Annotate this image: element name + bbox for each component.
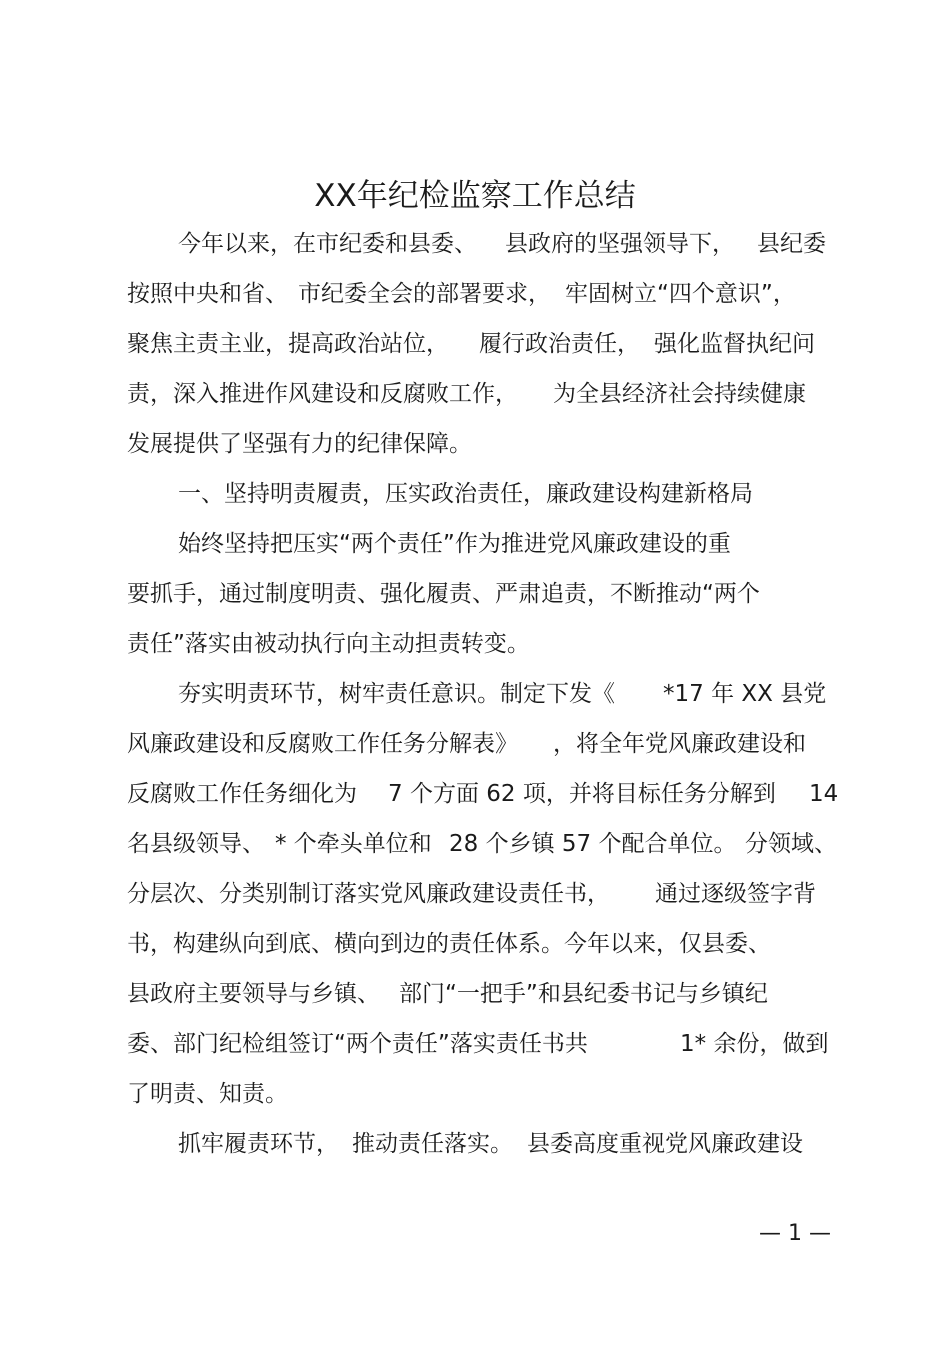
text-segment: 抓牢履责环节， bbox=[178, 1131, 339, 1157]
text-segment: 要抓手，通过制度明责、强化履责、严肃追责，不断推动“两个 bbox=[127, 581, 760, 607]
text-segment: 为全县经济社会持续健康 bbox=[553, 381, 806, 407]
body-line bbox=[0, 1074, 950, 1114]
text-segment: 责任”落实由被动执行向主动担责转变。 bbox=[127, 631, 530, 657]
page-number: — 1 — bbox=[759, 1221, 831, 1246]
text-segment: *17 年 XX 县党 bbox=[663, 681, 827, 707]
text-segment: 部门“一把手”和县纪委书记与乡镇纪 bbox=[399, 981, 768, 1007]
body-line bbox=[0, 924, 950, 964]
document-title: XX年纪检监察工作总结 bbox=[314, 178, 636, 214]
text-segment: 风廉政建设和反腐败工作任务分解表》 bbox=[127, 731, 518, 757]
text-segment: 7 个方面 62 项，并将目标任务分解到 bbox=[388, 781, 776, 807]
text-segment: 通过逐级签字背 bbox=[655, 881, 816, 907]
text-segment: 始终坚持把压实“两个责任”作为推进党风廉政建设的重 bbox=[178, 531, 731, 557]
text-segment: * 个牵头单位和 bbox=[275, 831, 432, 857]
text-segment: 分层次、分类别制订落实党风廉政建设责任书， bbox=[127, 881, 610, 907]
body-line bbox=[0, 374, 950, 414]
body-line bbox=[0, 324, 950, 364]
text-segment: 委、部门纪检组签订“两个责任”落实责任书共 bbox=[127, 1031, 588, 1057]
text-segment: 了明责、知责。 bbox=[127, 1081, 288, 1107]
text-segment: 县政府的坚强领导下， bbox=[505, 231, 735, 257]
body-line bbox=[0, 474, 950, 514]
body-line bbox=[0, 774, 950, 814]
text-segment: 反腐败工作任务细化为 bbox=[127, 781, 357, 807]
text-segment: 县纪委 bbox=[757, 231, 826, 257]
body-line bbox=[0, 224, 950, 264]
text-segment: 名县级领导、 bbox=[127, 831, 265, 857]
body-line bbox=[0, 874, 950, 914]
text-segment: 牢固树立“四个意识”， bbox=[565, 281, 796, 307]
body-line bbox=[0, 574, 950, 614]
body-line bbox=[0, 974, 950, 1014]
text-segment: 强化监督执纪问 bbox=[654, 331, 815, 357]
text-segment: 今年以来，在市纪委和县委、 bbox=[178, 231, 477, 257]
body-line bbox=[0, 624, 950, 664]
text-segment: 县委高度重视党风廉政建设 bbox=[527, 1131, 803, 1157]
body-line bbox=[0, 824, 950, 864]
text-segment: 履行政治责任， bbox=[479, 331, 640, 357]
text-segment: 县政府主要领导与乡镇、 bbox=[127, 981, 380, 1007]
body-line bbox=[0, 1024, 950, 1064]
text-segment: 书，构建纵向到底、横向到边的责任体系。今年以来，仅县委、 bbox=[127, 931, 771, 957]
body-line bbox=[0, 674, 950, 714]
text-segment: 28 个乡镇 57 个配合单位。 bbox=[449, 831, 737, 857]
text-segment: 责，深入推进作风建设和反腐败工作， bbox=[127, 381, 518, 407]
text-segment: 14 bbox=[809, 781, 839, 807]
body-line bbox=[0, 274, 950, 314]
text-segment: 市纪委全会的部署要求， bbox=[298, 281, 551, 307]
text-segment: ，将全年党风廉政建设和 bbox=[553, 731, 806, 757]
text-segment: 发展提供了坚强有力的纪律保障。 bbox=[127, 431, 472, 457]
body-line bbox=[0, 424, 950, 464]
text-segment: 分领域、 bbox=[745, 831, 837, 857]
body-line bbox=[0, 524, 950, 564]
text-segment: 推动责任落实。 bbox=[352, 1131, 513, 1157]
text-segment: 聚焦主责主业，提高政治站位， bbox=[127, 331, 449, 357]
text-segment: 按照中央和省、 bbox=[127, 281, 288, 307]
text-segment: 夯实明责环节，树牢责任意识。制定下发《 bbox=[178, 681, 615, 707]
body-line bbox=[0, 1124, 950, 1164]
text-segment: 一、坚持明责履责，压实政治责任，廉政建设构建新格局 bbox=[178, 481, 753, 507]
text-segment: 1* 余份，做到 bbox=[680, 1031, 829, 1057]
body-line bbox=[0, 724, 950, 764]
